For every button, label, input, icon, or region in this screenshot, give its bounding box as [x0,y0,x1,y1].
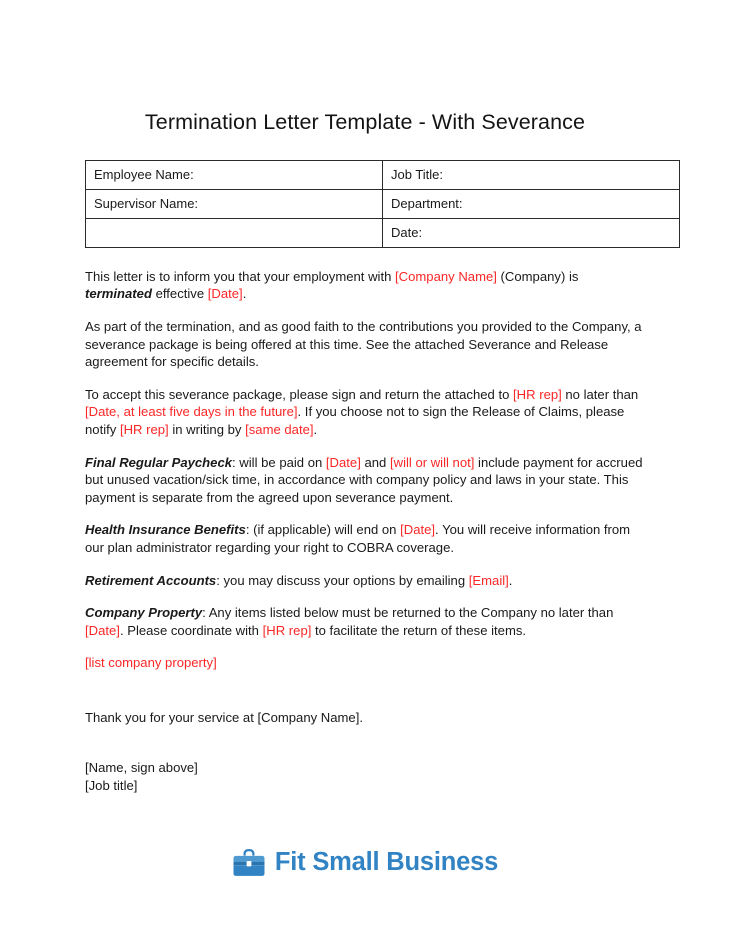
job-title-cell[interactable]: Job Title: [383,160,680,189]
heading-retirement-accounts: Retirement Accounts [85,572,217,588]
date-cell[interactable]: Date: [383,218,680,247]
text-fragment: This letter is to inform you that your employment with [85,268,396,284]
text-fragment: . [508,572,513,588]
text-fragment: Thank you for your service at [Company Name]. [85,709,363,725]
text-fragment: : Any items listed below must be returned to the Company no later than [202,605,614,621]
text-fragment: . [242,286,247,302]
text-fragment: no later than [561,386,639,402]
placeholder-hr-rep: [HR rep] [513,386,562,402]
placeholder-date-five-days: [Date, at least five days in the future] [85,404,298,420]
department-cell[interactable]: Department: [383,189,680,218]
placeholder-company-name: [Company Name] [395,268,497,284]
placeholder-list-company-property: [list company property] [85,655,217,671]
signature-block [85,759,645,794]
employee-info-table [85,160,680,248]
table-row [86,189,680,218]
placeholder-date: [Date] [325,454,361,470]
placeholder-will-or-will-not: [will or will not] [389,454,475,470]
paragraph-severance-offer [85,318,645,371]
signature-name-line: [Name, sign above] [85,760,198,776]
paragraph-final-paycheck [85,454,645,507]
paragraph-accept-severance [85,386,645,439]
heading-health-insurance-benefits: Health Insurance Benefits [85,522,246,538]
text-fragment: . [313,421,318,437]
text-fragment: in writing by [168,421,246,437]
text-fragment: To accept this severance package, please sign and return the attached to [85,386,514,402]
placeholder-email: [Email] [468,572,509,588]
page-title: Termination Letter Template - With Severance [144,110,586,134]
text-fragment: . You will receive information from our plan administrator regarding your right to COBRA coverage. [85,522,631,555]
heading-company-property: Company Property [85,605,203,621]
text-fragment: . If you choose not to sign the Release of Claims, please notify [85,404,625,437]
placeholder-same-date: [same date] [245,421,314,437]
empty-cell[interactable] [86,218,383,247]
paragraph-company-property [85,604,645,639]
text-fragment: : will be paid on [232,454,326,470]
text-fragment: : (if applicable) will end on [245,522,401,538]
text-fragment: effective [151,286,208,302]
paragraph-list-company-property [85,654,645,672]
heading-final-regular-paycheck: Final Regular Paycheck [85,454,233,470]
text-fragment: : you may discuss your options by emailing [216,572,469,588]
paragraph-health-insurance [85,521,645,556]
letter-body [85,268,645,795]
employee-name-cell[interactable]: Employee Name: [86,160,383,189]
paragraph-retirement-accounts [85,572,645,590]
paragraph-employment-terminated [85,268,645,303]
placeholder-date: [Date] [85,622,120,638]
placeholder-date: [Date] [207,286,243,302]
text-fragment: and [360,454,390,470]
logo-text: Fit Small Business [274,847,499,876]
text-fragment: As part of the termination, and as good faith to the contributions you provided to the Company, a severance package is being offered at this time. See the attached Severance and Release agreement for specific details. [85,318,642,370]
placeholder-hr-rep: [HR rep] [119,421,169,437]
emphasis-terminated: terminated [85,286,152,302]
table-row [86,218,680,247]
document-content [85,0,645,795]
signature-title-line: [Job title] [85,778,138,794]
paragraph-thank-you [85,709,645,727]
placeholder-hr-rep: [HR rep] [262,622,312,638]
table-row [86,160,680,189]
text-fragment: . Please coordinate with [119,622,263,638]
placeholder-date: [Date] [400,522,436,538]
text-fragment: (Company) is [496,268,579,284]
text-fragment: include payment for accrued but unused vacation/sick time, in accordance with company policy and laws in your state. This payment is separate from the agreed upon severance payment. [85,454,643,505]
briefcase-icon [232,848,266,877]
footer-logo [0,848,730,877]
text-fragment: to facilitate the return of these items. [311,622,527,638]
supervisor-name-cell[interactable]: Supervisor Name: [86,189,383,218]
spacer [85,687,645,709]
